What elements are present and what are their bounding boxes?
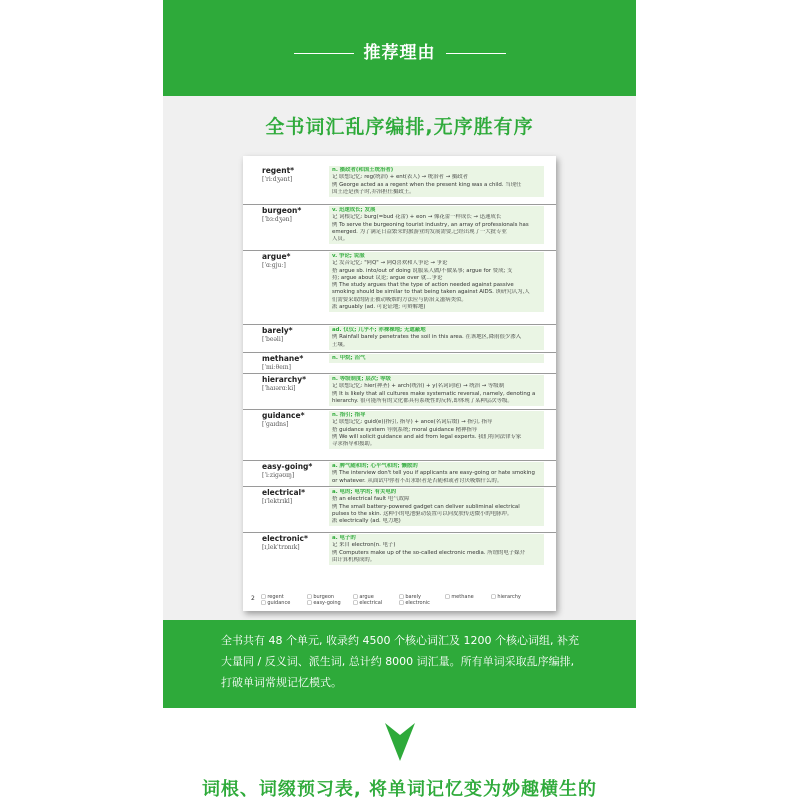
headword: argue* — [262, 252, 291, 261]
phonetic: [ɪˈlektrɪkl] — [262, 498, 293, 505]
phonetic: [ˈɡaɪdns] — [262, 421, 289, 428]
definition-block — [329, 411, 544, 449]
part-of-speech: a. 脾气随和的; 心平气和的; 懒散的 — [332, 463, 418, 469]
entry-divider — [243, 352, 556, 353]
entry-divider — [243, 532, 556, 533]
definition-line: 例 George acted as a regent when the present king was a child. 当现任 — [332, 181, 522, 188]
part-of-speech: a. 电子的 — [332, 535, 356, 541]
definition-line: 搭 argue sb. into/out of doing 说服某人做/不做某事; argue for 赞成; 支 — [332, 267, 513, 274]
phonetic: [ˈbeəli] — [262, 336, 284, 343]
entry-divider — [243, 250, 556, 251]
definition-line: smoking should be similar to that being taken against AIDS. 该研究认为,人 — [332, 289, 530, 296]
intro-text: 全书共有 48 个单元, 收录约 4500 个核心词汇及 1200 个核心词组, 补充大量同 / 反义词、派生词, 总计约 8000 词汇量。所有单词采取乱序编排, 打破单词常规记忆模式。 — [221, 634, 579, 689]
part-of-speech: v. 迅速成长; 发展 — [332, 207, 376, 213]
index-item: □ guidance — [261, 600, 291, 607]
right-rule — [446, 53, 506, 54]
definition-block — [329, 462, 544, 486]
definition-line: 寻求指导和援助。 — [332, 441, 376, 448]
definition-line: 持; argue about 议论; argue over 就…争论 — [332, 274, 443, 281]
banner-title — [163, 38, 636, 63]
word-index — [261, 594, 546, 608]
definition-line: 例 The small battery-powered gadget can deliver subliminal electrical — [332, 503, 520, 510]
definition-block — [329, 252, 544, 312]
down-arrow-icon — [385, 723, 415, 761]
definition-line: 记 发音记忆: "阿Q" → 阿Q喜欢和人争论 → 争论 — [332, 260, 448, 267]
index-item: □ barely — [399, 593, 421, 600]
title-banner — [163, 0, 636, 96]
index-item: □ easy-going — [307, 600, 341, 607]
index-item: □ electrical — [353, 600, 383, 607]
book-page-image — [243, 156, 556, 611]
definition-block — [329, 375, 544, 406]
entry-divider — [243, 486, 556, 487]
definition-line: 们需要采取的防止被动吸烟的方法应与防治艾滋病类似。 — [332, 296, 467, 303]
definition-line: 土壤。 — [332, 341, 349, 348]
definition-line: 记 词根记忆: burg(=bud 花蕾) + eon → 像花蕾一样成长 → 迅速成长 — [332, 214, 502, 221]
definition-line: 人员。 — [332, 236, 349, 243]
part-of-speech: a. 电的; 电学的; 有关电的 — [332, 489, 397, 495]
index-item: □ electronic — [399, 600, 430, 607]
phonetic: [ˈmiːθeɪn] — [262, 364, 291, 371]
definition-block — [329, 354, 544, 363]
definition-block — [329, 206, 544, 244]
index-item: □ burgeon — [307, 593, 335, 600]
content-column — [163, 0, 636, 800]
phonetic: [ɪˌlekˈtrɒnɪk] — [262, 544, 300, 551]
headword: burgeon* — [262, 206, 302, 215]
definition-block — [329, 534, 544, 565]
definition-line: 记 联想记忆: reg(统治) + ent(表人) → 统治者 → 摄政者 — [332, 174, 469, 181]
definition-line: 国王还是孩子时,乔治担任摄政王。 — [332, 188, 415, 195]
definition-line: 例 We will solicit guidance and aid from legal experts. 我们将向法律专家 — [332, 433, 522, 440]
banner-title-text: 推荐理由 — [363, 43, 436, 63]
definition-line: or whatever. 从面试中你看不出求职者是否随和或者讨厌吸烟什么的。 — [332, 477, 503, 484]
entry-divider — [243, 204, 556, 205]
headword: hierarchy* — [262, 375, 307, 384]
definition-block — [329, 166, 544, 197]
definition-block — [329, 326, 544, 350]
definition-line: 例 To serve the burgeoning tourist industry, an array of professionals has — [332, 221, 529, 228]
definition-line: 例 The study argues that the type of action needed against passive — [332, 282, 514, 289]
phonetic: [ˈbɜːdʒən] — [262, 216, 292, 223]
definition-line: 由计算机构成的。 — [332, 556, 376, 563]
index-item: □ argue — [353, 593, 374, 600]
index-item: □ regent — [261, 593, 284, 600]
definition-line: pulses to the skin. 这种小的电池驱动装置可以向皮肤传送微小的电脉冲。 — [332, 510, 513, 517]
section-headline: 全书词汇乱序编排,无序胜有序 — [265, 116, 534, 138]
entry-divider — [243, 373, 556, 374]
part-of-speech: n. 甲烷; 沼气 — [332, 355, 366, 361]
headword: electronic* — [262, 534, 308, 543]
definition-line: 搭 guidance system 导航系统; moral guidance 精神指导 — [332, 426, 478, 433]
definition-line: 搭 an electrical fault 电气故障 — [332, 496, 410, 503]
part-of-speech: n. 等级制度; 层次; 等级 — [332, 376, 391, 382]
definition-line: 例 It is likely that all cultures make systematic reversal, namely, denoting a — [332, 390, 536, 397]
definition-line: 例 The interview don't tell you if applicants are easy-going or hate smoking — [332, 470, 535, 477]
definition-line: 记 联想记忆: guid(e)(指引, 指导) + ance(名词后缀) → 指引, 指导 — [332, 419, 493, 426]
page-number: 2 — [251, 594, 255, 602]
definition-line: 派 arguably (ad. 可论证地; 可辩解地) — [332, 304, 426, 311]
entry-divider — [243, 409, 556, 410]
part-of-speech: v. 争论; 说服 — [332, 253, 365, 259]
part-of-speech: n. 摄政者(和国王统治者) — [332, 167, 394, 173]
left-rule — [294, 53, 354, 54]
part-of-speech: n. 指引; 指导 — [332, 412, 366, 418]
headword: electrical* — [262, 488, 306, 497]
index-item: □ hierarchy — [491, 593, 521, 600]
headword: methane* — [262, 354, 304, 363]
phonetic: [ˈhaɪərɑːki] — [262, 385, 296, 392]
phonetic: [ˈɑːɡjuː] — [262, 262, 286, 269]
headword: regent* — [262, 166, 295, 175]
definition-line: 派 electrically (ad. 电力地) — [332, 518, 401, 525]
definition-line: 记 联想记忆: hier(神圣) + arch(统治) + y(名词词尾) → 统治 → 等级制 — [332, 383, 505, 390]
entry-divider — [243, 460, 556, 461]
definition-line: 例 Rainfall barely penetrates the soil in this area. 在该地区,降雨很少渗入 — [332, 334, 522, 341]
index-item: □ methane — [445, 593, 474, 600]
definition-line: emerged. 为了满足日益繁荣的旅游业的发展需要,已经出现了一大批专业 — [332, 228, 507, 235]
phonetic: [ˈiːziɡəʊɪŋ] — [262, 472, 295, 479]
headword: barely* — [262, 326, 293, 335]
bottom-headline: 词根、词缀预习表, 将单词记忆变为妙趣横生的 — [201, 779, 598, 800]
headword: easy-going* — [262, 462, 313, 471]
entry-divider — [243, 324, 556, 325]
definition-line: hierarchy. 很可能所有的文化都具有系统性的反转,即体现了某种层次等级。 — [332, 397, 513, 404]
definition-block — [329, 488, 544, 526]
definition-line: 例 Computers make up of the so-called electronic media. 所谓的电子媒介 — [332, 549, 525, 556]
definition-line: 记 来自 electron(n. 电子) — [332, 542, 396, 549]
part-of-speech: ad. 仅仅; 几乎不; 赤裸裸地; 无遮蔽地 — [332, 327, 426, 333]
headword: guidance* — [262, 411, 305, 420]
phonetic: [ˈriːdʒənt] — [262, 176, 293, 183]
